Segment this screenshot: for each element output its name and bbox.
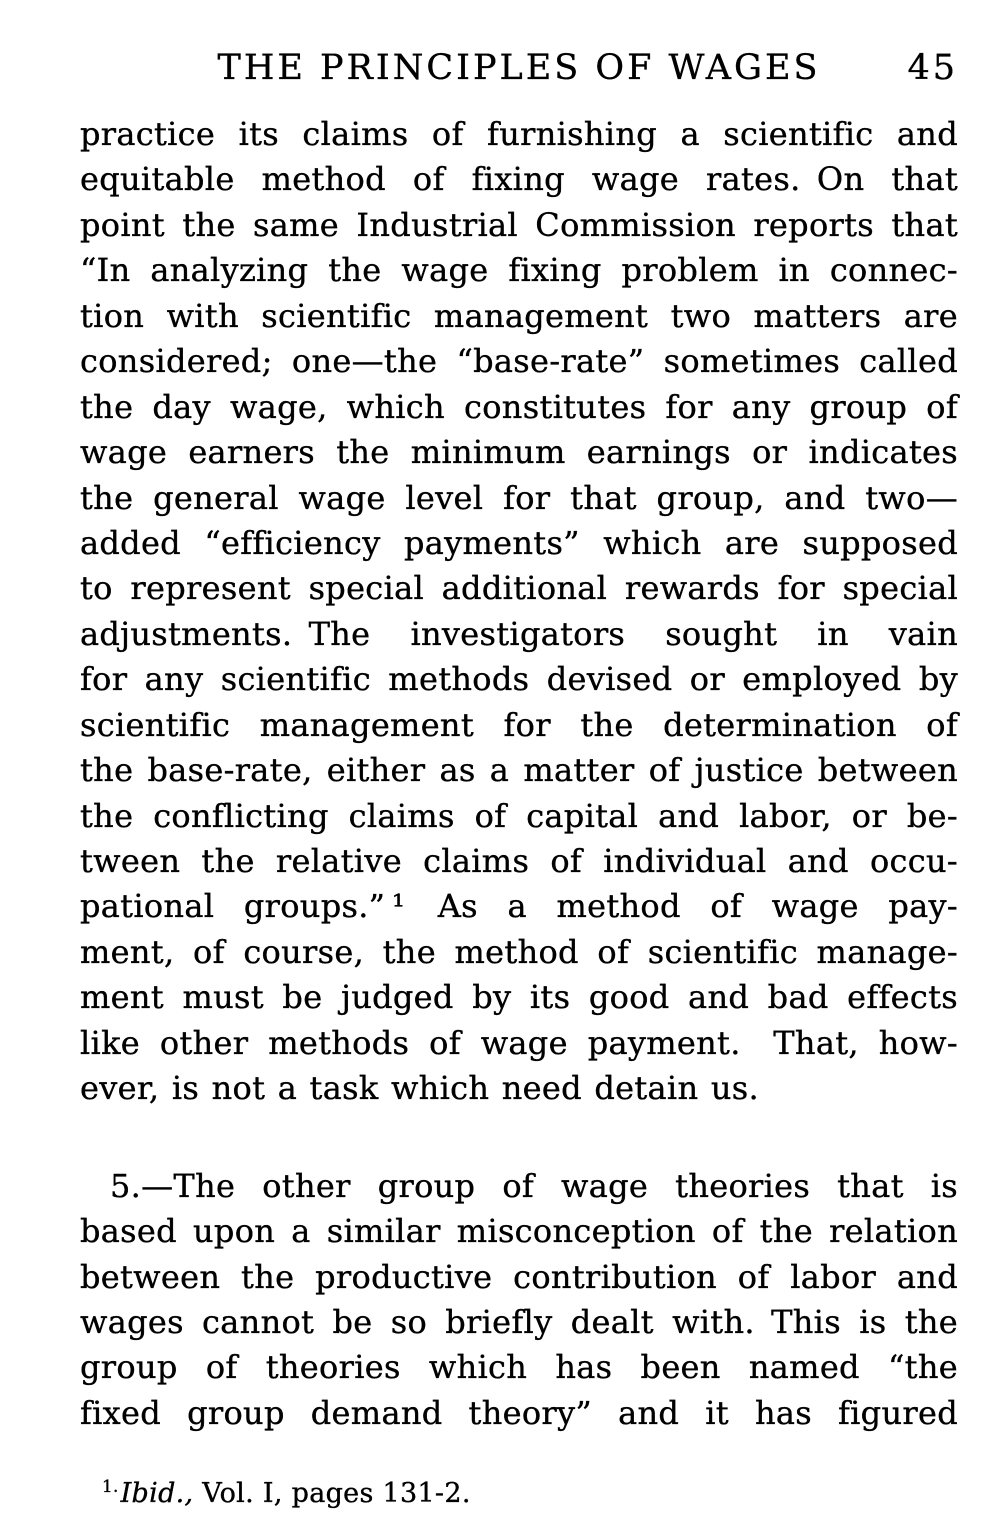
text-line: 5.—The other group of wage theories that is <box>110 1166 958 1205</box>
text-line: wages cannot be so briefly dealt with. This is the <box>80 1302 958 1341</box>
running-head <box>80 46 958 90</box>
text-line: wage earners the minimum earnings or indicates <box>80 433 958 472</box>
page-title: THE PRINCIPLES OF WAGES <box>217 48 821 88</box>
text-line: tween the relative claims of individual and occu- <box>80 842 958 880</box>
text-line: tion with scientific management two matters are <box>80 296 958 335</box>
page-number: 45 <box>907 48 958 88</box>
text-line: the day wage, which constitutes for any group of <box>80 387 958 426</box>
text-line: scientific management for the determination of <box>80 705 958 744</box>
text-line: equitable method of fixing wage rates. On that <box>80 160 958 199</box>
body-text <box>80 112 958 1436</box>
text-line: pational groups.” ¹ As a method of wage pay- <box>80 887 958 926</box>
text-line: between the productive contribution of labor and <box>80 1257 958 1296</box>
text-line: considered; one—the “base-rate” sometimes called <box>80 342 958 381</box>
text-line: adjustments. The investigators sought in vain <box>80 614 958 653</box>
footnote-text: Vol. I, pages 131-2. <box>193 1478 471 1509</box>
footnote-marker: 1. <box>102 1476 119 1496</box>
text-line: ment must be judged by its good and bad effects <box>80 978 958 1017</box>
text-line: for any scientific methods devised or employed by <box>80 660 958 699</box>
text-line: fixed group demand theory” and it has figured <box>80 1393 958 1432</box>
text-line: the conflicting claims of capital and labor, or be- <box>80 796 958 835</box>
text-line: “In analyzing the wage fixing problem in connec- <box>80 251 958 290</box>
text-line: point the same Industrial Commission reports that <box>80 205 958 244</box>
text-line: practice its claims of furnishing a scientific and <box>80 115 958 153</box>
text-line: like other methods of wage payment. That, how- <box>80 1023 958 1062</box>
text-line: the base-rate, either as a matter of justice between <box>80 751 958 790</box>
footnote <box>80 1466 980 1514</box>
footnote-source: Ibid., <box>120 1478 194 1509</box>
text-line: to represent special additional rewards for special <box>80 569 958 608</box>
text-line: added “efficiency payments” which are supposed <box>80 523 958 562</box>
text-line: group of theories which has been named “the <box>80 1348 958 1387</box>
paragraph <box>80 112 958 1112</box>
paragraph <box>80 1164 958 1437</box>
text-line: ment, of course, the method of scientific manage- <box>80 932 958 971</box>
text-line: ever, is not a task which need detain us. <box>80 1069 759 1108</box>
text-line: the general wage level for that group, and two— <box>80 478 958 517</box>
text-line: based upon a similar misconception of the relation <box>80 1212 958 1251</box>
